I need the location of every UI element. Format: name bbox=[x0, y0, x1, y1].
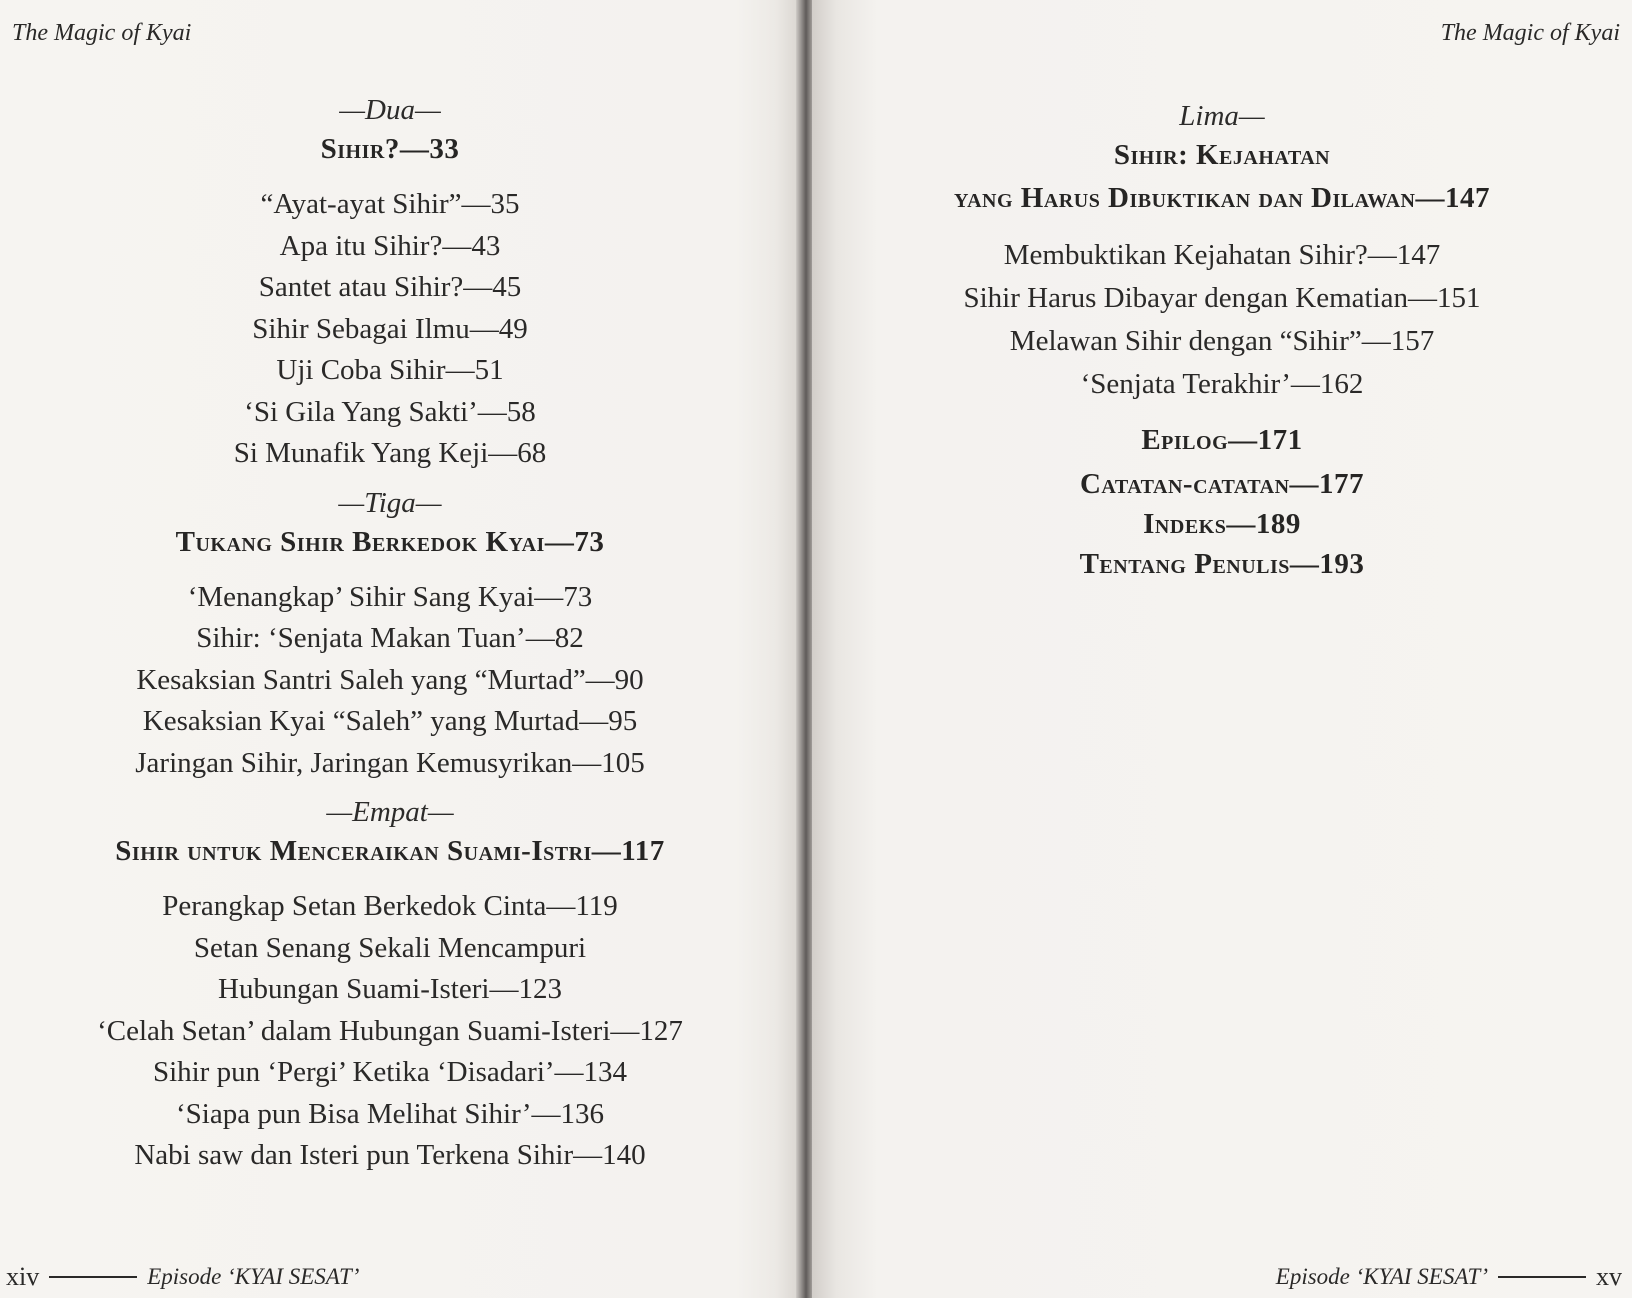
part-label: Lima— bbox=[1179, 100, 1265, 132]
toc-entry: ‘Siapa pun Bisa Melihat Sihir’—136 bbox=[176, 1097, 604, 1130]
toc-entry: Membuktikan Kejahatan Sihir?—147 bbox=[1003, 239, 1441, 271]
toc-entry: Santet atau Sihir?—45 bbox=[258, 271, 522, 303]
toc-entry: ‘Si Gila Yang Sakti’—58 bbox=[244, 395, 536, 428]
chapter-title: Sihir untuk Menceraikan Suami-Istri—117 bbox=[115, 835, 665, 867]
part-label: —Dua— bbox=[339, 94, 441, 126]
section-dua bbox=[0, 92, 780, 475]
backmatter-index: Indeks—189 bbox=[1143, 508, 1301, 540]
backmatter-notes: Catatan-catatan—177 bbox=[1079, 468, 1365, 500]
entry-list bbox=[0, 184, 780, 475]
toc-entry: Kesaksian Santri Saleh yang “Murtad”—90 bbox=[136, 663, 644, 696]
toc-entry: Sihir Sebagai Ilmu—49 bbox=[252, 312, 528, 345]
toc-entry: ‘Celah Setan’ dalam Hubungan Suami-Isteri—127 bbox=[97, 1014, 683, 1047]
entry-list bbox=[0, 886, 780, 1177]
footer-rule bbox=[49, 1276, 137, 1278]
chapter-title-line-2: yang Harus Dibuktikan dan Dilawan—147 bbox=[954, 182, 1490, 214]
running-head-left: The Magic of Kyai bbox=[12, 20, 192, 46]
section-empat bbox=[0, 794, 780, 1177]
toc-entry: Uji Coba Sihir—51 bbox=[276, 354, 504, 386]
page-number: xiv bbox=[6, 1262, 40, 1291]
entry-list bbox=[0, 577, 780, 785]
footer-right bbox=[1276, 1262, 1622, 1292]
footer-episode: Episode ‘KYAI SESAT’ bbox=[147, 1264, 360, 1289]
running-head-right: The Magic of Kyai bbox=[1440, 20, 1620, 46]
chapter-title: Sihir?—33 bbox=[320, 133, 460, 165]
toc-entry: Nabi saw dan Isteri pun Terkena Sihir—140 bbox=[134, 1139, 646, 1171]
footer-episode: Episode ‘KYAI SESAT’ bbox=[1275, 1264, 1488, 1289]
toc-entry: Apa itu Sihir?—43 bbox=[279, 229, 501, 262]
section-tiga bbox=[0, 485, 780, 785]
footer-left bbox=[6, 1262, 359, 1292]
chapter-title-line-1: Sihir: Kejahatan bbox=[1113, 139, 1331, 171]
toc-entry: Melawan Sihir dengan “Sihir”—157 bbox=[1009, 325, 1435, 357]
toc-entry: Jaringan Sihir, Jaringan Kemusyrikan—105 bbox=[135, 746, 645, 779]
chapter-title: Tukang Sihir Berkedok Kyai—73 bbox=[175, 525, 605, 558]
toc-entry: Sihir: ‘Senjata Makan Tuan’—82 bbox=[196, 622, 584, 654]
part-label: —Tiga— bbox=[338, 486, 442, 519]
backmatter-epilog: Epilog—171 bbox=[1141, 424, 1303, 456]
page-number: xv bbox=[1596, 1262, 1622, 1291]
toc-entry: Sihir Harus Dibayar dengan Kematian—151 bbox=[963, 282, 1481, 314]
part-label: —Empat— bbox=[326, 796, 454, 828]
toc-entry: Sihir pun ‘Pergi’ Ketika ‘Disadari’—134 bbox=[152, 1056, 628, 1088]
toc-entry: Kesaksian Kyai “Saleh” yang Murtad—95 bbox=[142, 705, 638, 737]
toc-entry: Hubungan Suami-Isteri—123 bbox=[218, 973, 562, 1005]
entry-list bbox=[812, 234, 1632, 406]
footer-rule bbox=[1498, 1276, 1586, 1278]
toc-entry: Setan Senang Sekali Mencampuri bbox=[193, 931, 587, 964]
left-page bbox=[0, 0, 800, 1298]
toc-left bbox=[0, 92, 780, 1187]
toc-entry: ‘Senjata Terakhir’—162 bbox=[1080, 368, 1364, 400]
right-page bbox=[812, 0, 1632, 1298]
toc-entry: ‘Menangkap’ Sihir Sang Kyai—73 bbox=[187, 580, 593, 613]
backmatter-list bbox=[812, 420, 1632, 584]
backmatter-about-author: Tentang Penulis—193 bbox=[1079, 548, 1365, 580]
toc-entry: Si Munafik Yang Keji—68 bbox=[233, 437, 547, 469]
toc-right bbox=[812, 98, 1632, 584]
toc-entry: “Ayat-ayat Sihir”—35 bbox=[260, 188, 520, 220]
toc-entry: Perangkap Setan Berkedok Cinta—119 bbox=[162, 890, 618, 922]
section-lima bbox=[812, 98, 1632, 406]
